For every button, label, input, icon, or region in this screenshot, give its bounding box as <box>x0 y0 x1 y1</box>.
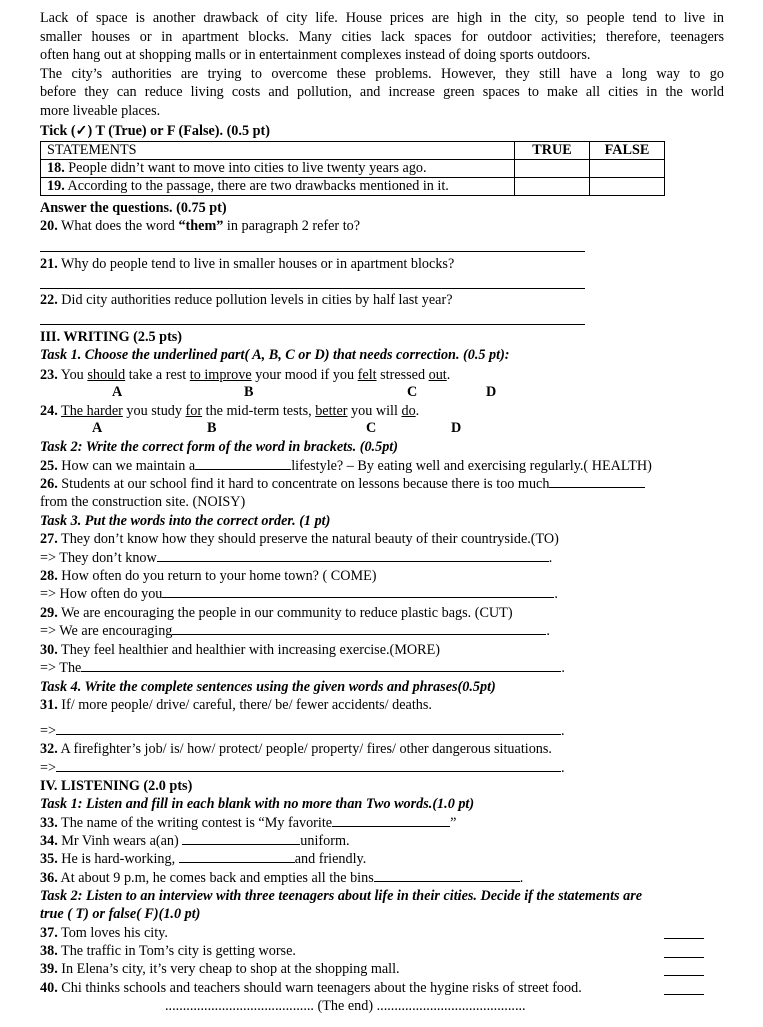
writing-task4: Task 4. Write the complete sentences using the given words and phrases(0.5pt) <box>40 679 496 695</box>
answer-dash-39[interactable] <box>664 975 704 976</box>
answer-31: => . <box>40 723 565 739</box>
false-cell[interactable] <box>590 178 665 196</box>
writing-heading: III. WRITING (2.5 pts) <box>40 329 183 345</box>
question-26: 26. Students at our school find it hard to concentrate on lessons because there is too much <box>40 475 645 493</box>
question-27: 27. They don’t know how they should preserve the natural beauty of their countryside.(TO) <box>40 531 559 547</box>
answer-blank-25[interactable] <box>195 457 291 470</box>
tick-heading: Tick (✓) T (True) or F (False). (0.5 pt) <box>40 123 270 139</box>
answer-blank-29[interactable] <box>172 622 546 635</box>
question-31: 31. If/ more people/ drive/ careful, there/ be/ fewer accidents/ deaths. <box>40 697 432 713</box>
answer-dash-38[interactable] <box>664 957 704 958</box>
col-true: TRUE <box>515 142 590 160</box>
question-28: 28. How often do you return to your home town? ( COME) <box>40 568 377 584</box>
question-24: 24. The harder you study for the mid-term tests, better you will do. <box>40 403 420 419</box>
statement-text: People didn’t want to move into cities to live twenty years ago. <box>64 160 427 176</box>
question-38: 38. The traffic in Tom’s city is getting worse. <box>40 943 296 959</box>
question-number: 18. <box>47 160 65 176</box>
answer-30: => The . <box>40 660 565 676</box>
question-25: 25. How can we maintain a lifestyle? – By eating well and exercising regularly.( HEALTH) <box>40 458 652 474</box>
passage-line: before they can reduce living costs and pollution, and increase green spaces to make all cities in the world <box>40 84 724 100</box>
option-c: C <box>407 384 418 400</box>
question-37: 37. Tom loves his city. <box>40 925 168 941</box>
answer-blank-28[interactable] <box>162 585 554 598</box>
writing-task3: Task 3. Put the words into the correct order. (1 pt) <box>40 513 331 529</box>
listening-task1: Task 1: Listen and fill in each blank with no more than Two words.(1.0 pt) <box>40 796 475 812</box>
listening-task2: Task 2: Listen to an interview with three teenagers about life in their cities. Decide if the statements are <box>40 888 643 904</box>
answer-heading: Answer the questions. (0.75 pt) <box>40 200 227 216</box>
question-33: 33. The name of the writing contest is “My favorite ” <box>40 815 457 831</box>
answer-dash-40[interactable] <box>664 994 704 995</box>
question-35: 35. He is hard-working, and friendly. <box>40 851 367 867</box>
option-b: B <box>244 384 254 400</box>
option-d: D <box>486 384 497 400</box>
question-22: 22. Did city authorities reduce pollution levels in cities by half last year? <box>40 292 453 308</box>
answer-blank-35[interactable] <box>179 850 295 863</box>
question-29: 29. We are encouraging the people in our community to reduce plastic bags. (CUT) <box>40 605 513 621</box>
col-statements: STATEMENTS <box>41 142 515 160</box>
question-23: 23. You should take a rest to improve your mood if you felt stressed out. <box>40 367 451 383</box>
option-c: C <box>366 420 377 436</box>
answer-blank-26[interactable] <box>549 475 645 488</box>
passage-line: The city’s authorities are trying to overcome these problems. However, they still have a long way to go <box>40 66 724 82</box>
question-20: 20. What does the word “them” in paragraph 2 refer to? <box>40 218 361 234</box>
passage-line: smaller houses or in apartment blocks. Many cities lack spaces for outdoor activities; therefore, teenagers <box>40 29 724 45</box>
table-row <box>41 178 665 196</box>
statements-table <box>40 141 665 196</box>
passage-line: more liveable places. <box>40 103 161 119</box>
statement-text: According to the passage, there are two drawbacks mentioned in it. <box>64 178 449 194</box>
answer-blank-30[interactable] <box>81 659 561 672</box>
option-a: A <box>92 420 103 436</box>
answer-blank-31[interactable] <box>56 722 561 735</box>
question-36: 36. At about 9 p.m, he comes back and empties all the bins . <box>40 870 524 886</box>
true-cell[interactable] <box>515 160 590 178</box>
writing-task2: Task 2: Write the correct form of the word in brackets. (0.5pt) <box>40 439 398 455</box>
option-a: A <box>112 384 123 400</box>
answer-blank-32[interactable] <box>56 759 561 772</box>
question-21: 21. Why do people tend to live in smaller houses or in apartment blocks? <box>40 256 455 272</box>
false-cell[interactable] <box>590 160 665 178</box>
question-32: 32. A firefighter’s job/ is/ how/ protect/ people/ property/ fires/ other dangerous situations. <box>40 741 552 757</box>
writing-task1: Task 1. Choose the underlined part( A, B, C or D) that needs correction. (0.5 pt): <box>40 347 510 363</box>
option-d: D <box>451 420 462 436</box>
question-26-cont: from the construction site. (NOISY) <box>40 494 246 510</box>
answer-blank-36[interactable] <box>374 869 520 882</box>
answer-29: => We are encouraging . <box>40 623 550 639</box>
end-marker: .......................................... (The end) .......................................... <box>165 998 526 1014</box>
passage-line: Lack of space is another drawback of city life. House prices are high in the city, so people tend to live in <box>40 10 724 26</box>
answer-dash-37[interactable] <box>664 938 704 939</box>
question-number: 19. <box>47 178 65 194</box>
answer-line-21[interactable] <box>40 288 585 289</box>
question-40: 40. Chi thinks schools and teachers should warn teenagers about the hygine risks of street food. <box>40 980 582 996</box>
answer-blank-34[interactable] <box>182 832 300 845</box>
answer-blank-27[interactable] <box>157 549 549 562</box>
answer-line-22[interactable] <box>40 324 585 325</box>
answer-28: => How often do you . <box>40 586 558 602</box>
listening-task2-cont: true ( T) or false( F)(1.0 pt) <box>40 906 201 922</box>
answer-line-20[interactable] <box>40 251 585 252</box>
answer-32: => . <box>40 760 565 776</box>
true-cell[interactable] <box>515 178 590 196</box>
col-false: FALSE <box>590 142 665 160</box>
answer-blank-33[interactable] <box>332 814 450 827</box>
question-34: 34. Mr Vinh wears a(an) uniform. <box>40 833 350 849</box>
table-row <box>41 160 665 178</box>
answer-27: => They don’t know . <box>40 550 553 566</box>
passage-line: often hang out at shopping malls or in entertainment complexes instead of doing sports outdoors. <box>40 47 591 63</box>
option-b: B <box>207 420 217 436</box>
question-30: 30. They feel healthier and healthier with increasing exercise.(MORE) <box>40 642 440 658</box>
listening-heading: IV. LISTENING (2.0 pts) <box>40 778 193 794</box>
question-39: 39. In Elena’s city, it’s very cheap to shop at the shopping mall. <box>40 961 400 977</box>
